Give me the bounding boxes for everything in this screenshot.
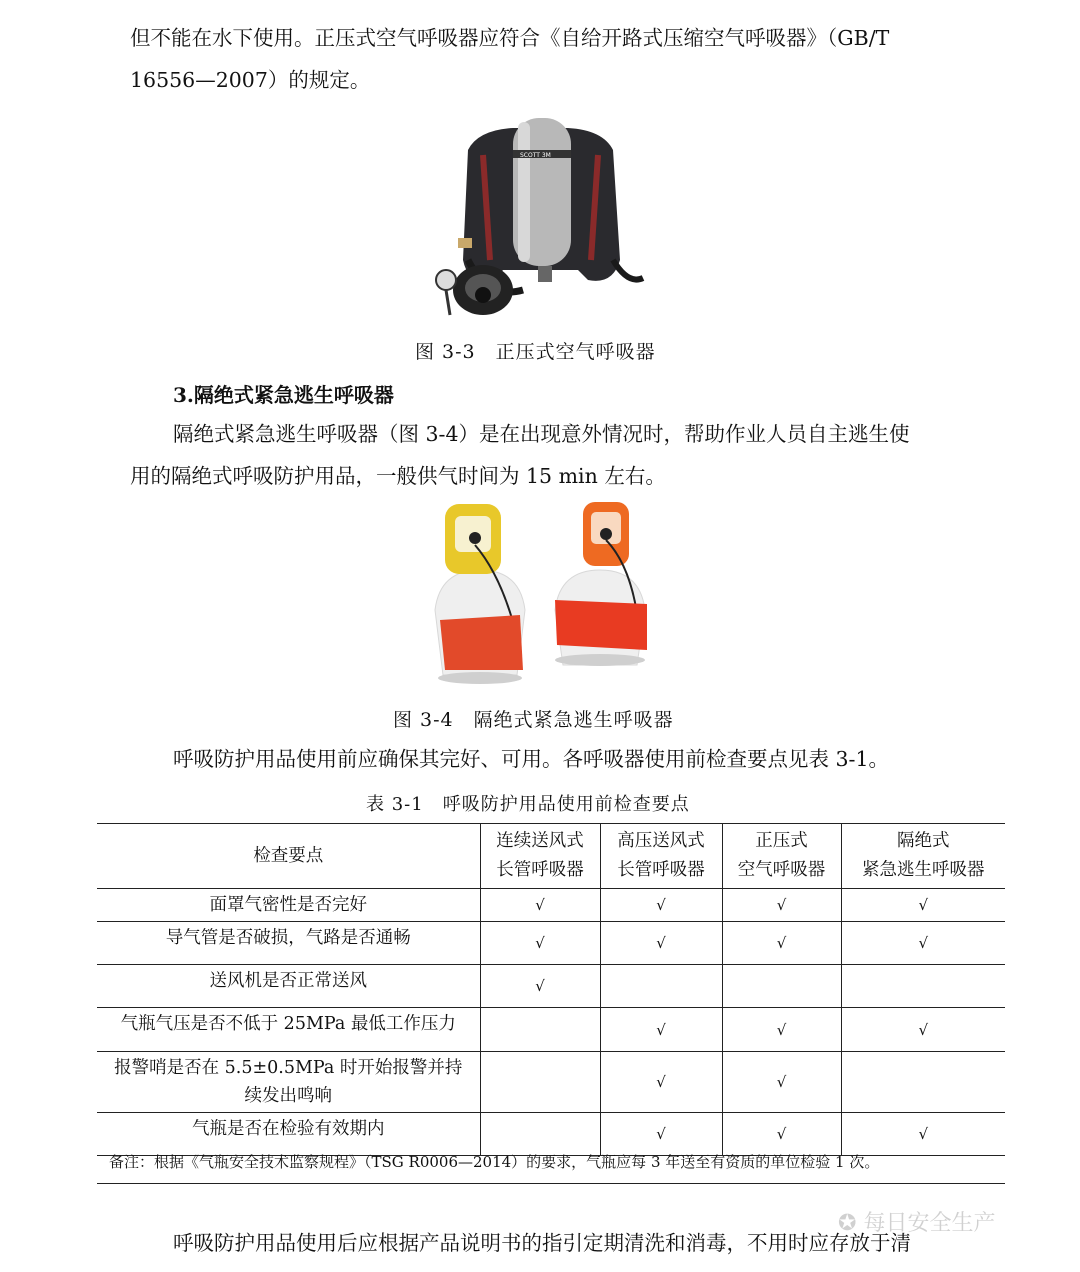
check-mark: √ bbox=[722, 1113, 841, 1156]
header-escape-respirator: 隔绝式 紧急逃生呼吸器 bbox=[841, 824, 1005, 889]
check-mark: √ bbox=[600, 889, 722, 922]
section-3-para-line-1: 隔绝式紧急逃生呼吸器（图 3-4）是在出现意外情况时，帮助作业人员自主逃生使 bbox=[173, 422, 910, 446]
check-mark: √ bbox=[841, 889, 1005, 922]
check-mark: √ bbox=[841, 922, 1005, 965]
check-mark: √ bbox=[722, 1008, 841, 1052]
check-mark: √ bbox=[841, 1008, 1005, 1052]
table-row bbox=[97, 965, 1005, 1008]
figure-3-3-caption: 图 3-3 正压式空气呼吸器 bbox=[415, 341, 656, 363]
check-mark bbox=[841, 1052, 1005, 1113]
check-mark bbox=[480, 1008, 600, 1052]
check-mark: √ bbox=[600, 1052, 722, 1113]
check-mark: √ bbox=[841, 1113, 1005, 1156]
check-mark: √ bbox=[600, 1008, 722, 1052]
section-3-heading: 3.隔绝式紧急逃生呼吸器 bbox=[173, 383, 394, 407]
row-item: 面罩气密性是否完好 bbox=[97, 889, 480, 922]
check-mark: √ bbox=[722, 1052, 841, 1113]
check-mark: √ bbox=[480, 889, 600, 922]
table-header-row bbox=[97, 824, 1005, 889]
row-item: 导气管是否破损，气路是否通畅 bbox=[97, 922, 480, 965]
intro-line-2: 16556—2007）的规定。 bbox=[130, 68, 371, 92]
check-table bbox=[97, 823, 1005, 1156]
closing-paragraph: 呼吸防护用品使用后应根据产品说明书的指引定期清洗和消毒，不用时应存放于清 bbox=[173, 1231, 911, 1255]
header-continuous-airline: 连续送风式 长管呼吸器 bbox=[480, 824, 600, 889]
table-row bbox=[97, 922, 1005, 965]
row-item: 气瓶是否在检验有效期内 bbox=[97, 1113, 480, 1156]
check-mark bbox=[600, 965, 722, 1008]
escape-hood-image bbox=[425, 500, 655, 690]
table-3-1-caption: 表 3-1 呼吸防护用品使用前检查要点 bbox=[366, 794, 690, 815]
pre-table-paragraph: 呼吸防护用品使用前应确保其完好、可用。各呼吸器使用前检查要点见表 3-1。 bbox=[173, 747, 890, 771]
check-mark bbox=[722, 965, 841, 1008]
table-row bbox=[97, 889, 1005, 922]
header-high-pressure-airline: 高压送风式 长管呼吸器 bbox=[600, 824, 722, 889]
check-mark: √ bbox=[722, 889, 841, 922]
watermark-text: 每日安全生产 bbox=[863, 1211, 996, 1236]
intro-line-1: 但不能在水下使用。正压式空气呼吸器应符合《自给开路式压缩空气呼吸器》（GB/T bbox=[130, 26, 890, 50]
check-mark: √ bbox=[480, 922, 600, 965]
row-item: 送风机是否正常送风 bbox=[97, 965, 480, 1008]
cylinder-brand-label: SCOTT 3M bbox=[520, 152, 551, 159]
row-item: 气瓶气压是否不低于 25MPa 最低工作压力 bbox=[97, 1008, 480, 1052]
header-check-item: 检查要点 bbox=[97, 824, 480, 889]
check-mark: √ bbox=[600, 922, 722, 965]
header-positive-pressure-scba: 正压式 空气呼吸器 bbox=[722, 824, 841, 889]
wechat-icon: ✪ bbox=[838, 1211, 864, 1236]
figure-3-4-caption: 图 3-4 隔绝式紧急逃生呼吸器 bbox=[393, 709, 674, 731]
table-row bbox=[97, 1008, 1005, 1052]
table-row bbox=[97, 1052, 1005, 1113]
section-3-para-line-2: 用的隔绝式呼吸防护用品，一般供气时间为 15 min 左右。 bbox=[130, 464, 666, 488]
check-mark bbox=[480, 1052, 600, 1113]
check-mark: √ bbox=[722, 922, 841, 965]
check-mark: √ bbox=[480, 965, 600, 1008]
scba-image bbox=[428, 110, 653, 325]
table-note: 备注：根据《气瓶安全技术监察规程》（TSG R0006—2014）的要求，气瓶应每 3 年送至有资质的单位检验 1 次。 bbox=[97, 1141, 1005, 1184]
check-mark: √ bbox=[600, 1113, 722, 1156]
check-mark bbox=[841, 965, 1005, 1008]
row-item: 报警哨是否在 5.5±0.5MPa 时开始报警并持 续发出鸣响 bbox=[97, 1052, 480, 1113]
